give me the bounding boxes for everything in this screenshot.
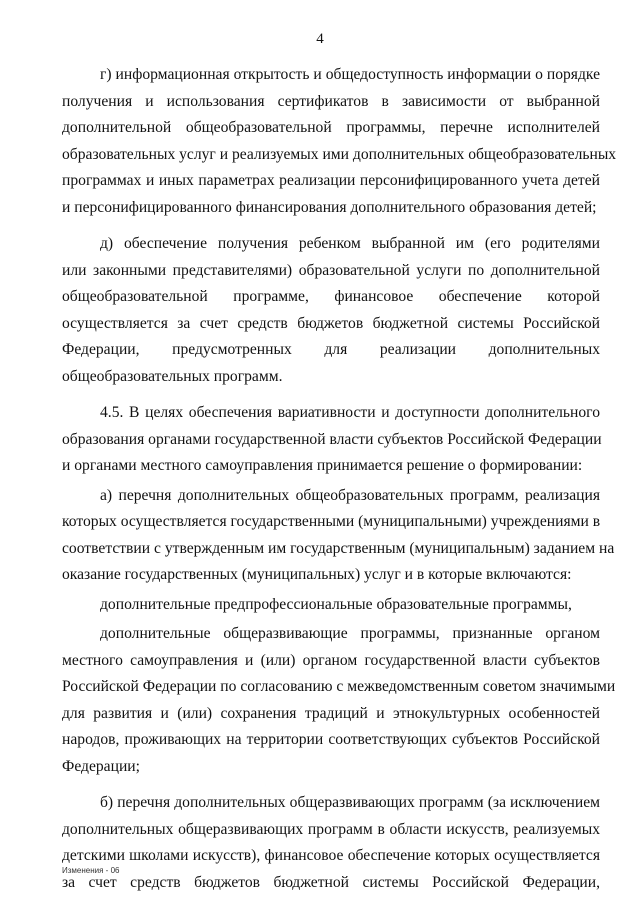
- paragraph-line: дополнительные общеразвивающие программы, признанные органом: [100, 625, 600, 642]
- document-body: [62, 62, 617, 896]
- paragraph-line: соответствии с утвержденным им государственным (муниципальным) заданием на: [62, 539, 615, 557]
- paragraph-line: для развития и (или) сохранения традиций и этнокультурных особенностей: [62, 704, 600, 722]
- paragraph-line: местного самоуправления и (или) органом государственной власти субъектов: [62, 651, 600, 669]
- paragraph-line: детскими школами искусств), финансовое обеспечение которых осуществляется: [62, 847, 600, 864]
- paragraph-line: оказание государственных (муниципальных) услуг и в которые включаются:: [62, 566, 572, 583]
- footer-note: Изменения - 06: [62, 866, 120, 875]
- paragraph-line: а) перечня дополнительных общеобразовательных программ, реализация: [100, 486, 600, 504]
- paragraph-line: б) перечня дополнительных общеразвивающих программ (за исключением: [100, 794, 600, 811]
- paragraph-d: [62, 231, 600, 390]
- paragraph-g: [62, 62, 617, 221]
- paragraph-line: Федерации;: [62, 757, 140, 775]
- paragraph-line: общеобразовательной программе, финансовое обеспечение которой: [62, 288, 600, 305]
- paragraph-line: которых осуществляется государственными (муниципальными) учреждениями в: [62, 513, 601, 530]
- paragraph-line: 4.5. В целях обеспечения вариативности и доступности дополнительного: [100, 404, 600, 421]
- paragraph-line: Федерации, предусмотренных для реализации дополнительных: [62, 341, 600, 358]
- paragraph-a: [62, 483, 615, 589]
- paragraph-line: Российской Федерации по согласованию с межведомственным советом значимыми: [62, 678, 616, 695]
- paragraph-4-5: [62, 400, 600, 480]
- paragraph-line: за счет средств бюджетов бюджетной системы Российской Федерации,: [62, 873, 600, 891]
- paragraph-b: [62, 790, 600, 896]
- paragraph-line: и персонифицированного финансирования дополнительного образования детей;: [62, 198, 597, 216]
- paragraph-line: г) информационная открытость и общедоступность информации о порядке: [100, 66, 600, 83]
- paragraph-line: общеобразовательных программ.: [62, 367, 283, 385]
- paragraph-line: образовательных услуг и реализуемых ими дополнительных общеобразовательных: [62, 145, 617, 163]
- paragraph-preprofessional: [62, 592, 600, 619]
- paragraph-line: получения и использования сертификатов в зависимости от выбранной: [62, 92, 600, 110]
- paragraph-line: или законными представителями) образовательной услуги по дополнительной: [62, 261, 600, 279]
- paragraph-line: народов, проживающих на территории соответствующих субъектов Российской: [62, 731, 600, 748]
- paragraph-line: дополнительных общеразвивающих программ в области искусств, реализуемых: [62, 820, 600, 838]
- page-number: 4: [316, 31, 324, 47]
- paragraph-line: и органами местного самоуправления принимается решение о формировании:: [62, 457, 583, 474]
- paragraph-general-developing: [62, 621, 616, 780]
- paragraph-line: программах и иных параметрах реализации персонифицированного учета детей: [62, 172, 600, 189]
- paragraph-line: образования органами государственной власти субъектов Российской Федерации: [62, 430, 602, 448]
- paragraph-line: д) обеспечение получения ребенком выбранной им (его родителями: [100, 235, 600, 252]
- paragraph-line: дополнительные предпрофессиональные образовательные программы,: [100, 595, 572, 613]
- paragraph-line: осуществляется за счет средств бюджетов бюджетной системы Российской: [62, 314, 600, 332]
- paragraph-line: дополнительной общеобразовательной программы, перечне исполнителей: [62, 119, 600, 136]
